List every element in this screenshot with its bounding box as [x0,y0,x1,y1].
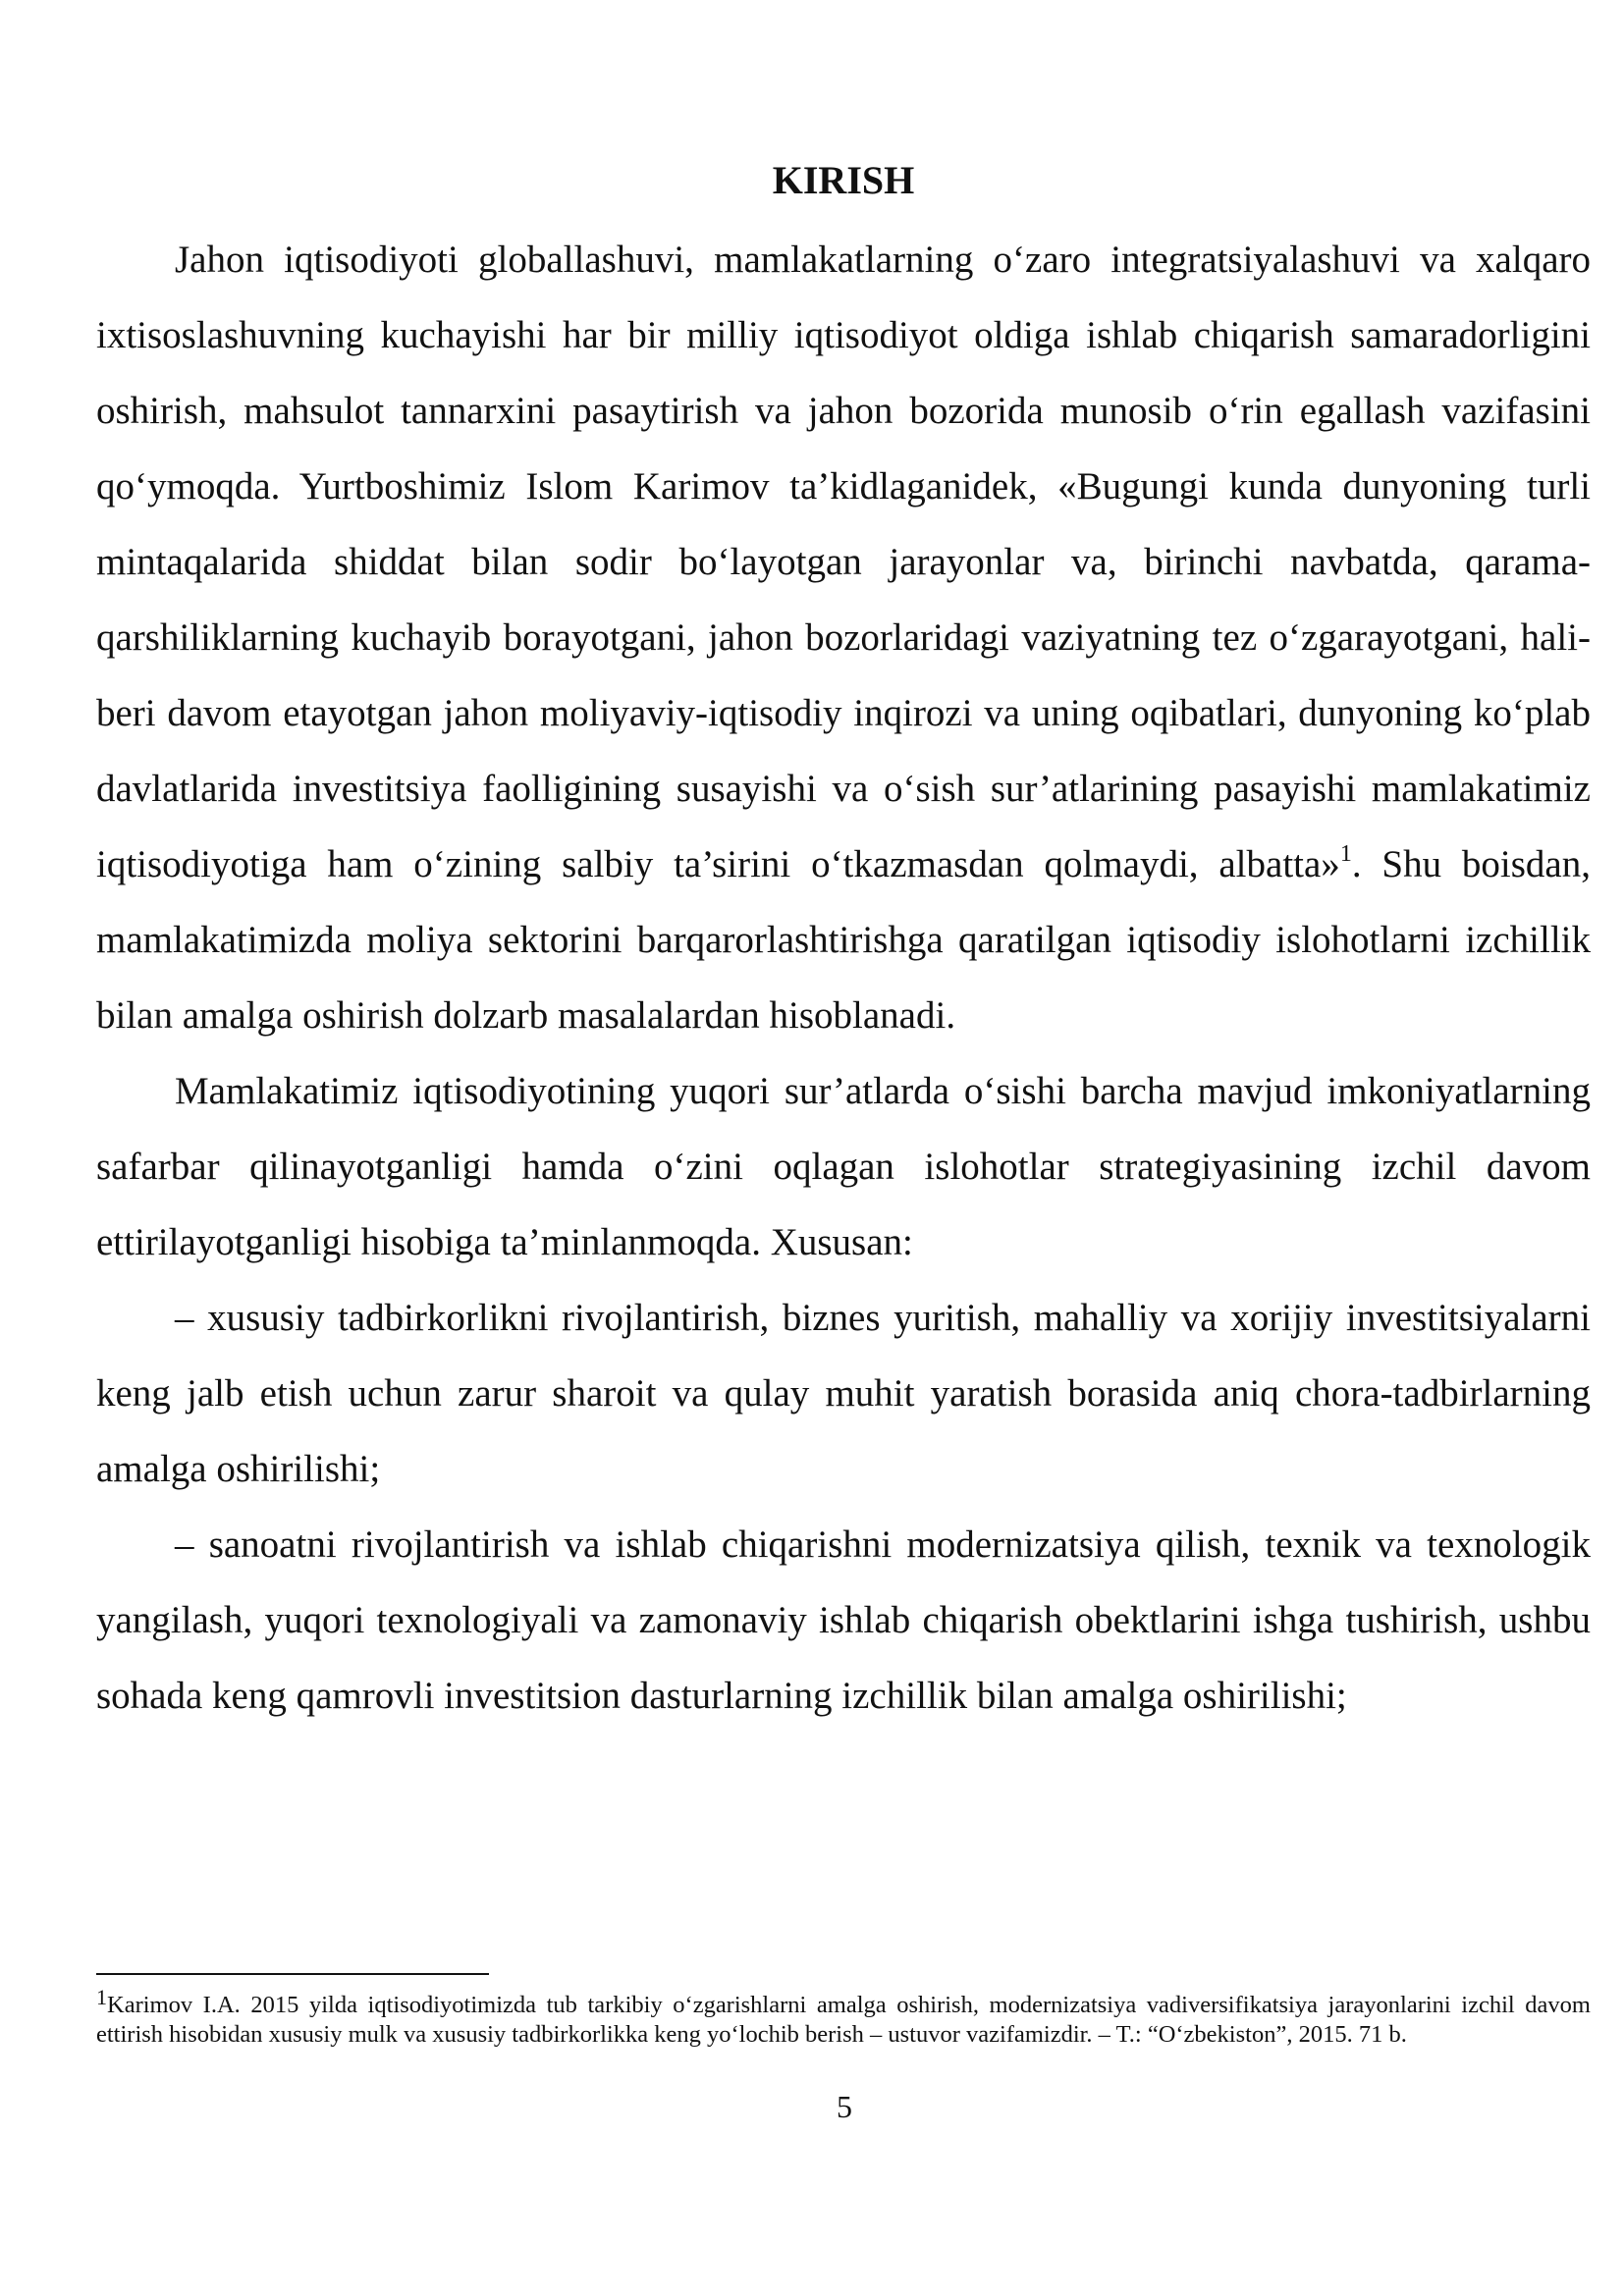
paragraph-intro-continuation: . Shu boisdan, mamlakatimizda moliya sektorini barqarorlashtirishga qaratilgan iqtisodiy islohotlarni izchillik bilan amalga oshirish dolzarb masalalardan hisoblanadi. [96,843,1591,1037]
page-number: 5 [837,2089,852,2124]
footnote-text: Karimov I.A. 2015 yilda iqtisodiyotimizda tub tarkibiy o‘zgarishlarni amalga oshirish, modernizatsiya vadiversifikatsiya jarayonlarini izchil davom ettirish hisobidan xususiy mulk va xususiy tadbirkorlikka keng yo‘lochib berish – ustuvor vazifamizdir. – T.: “O‘zbekiston”, 2015. 71 b. [96,1992,1591,2048]
list-item-entrepreneurship: – xususiy tadbirkorlikni rivojlantirish, biznes yuritish, mahalliy va xorijiy investitsiyalarni keng jalb etish uchun zarur sharoit va qulay muhit yaratish borasida aniq chora-tadbirlarning amalga oshirilishi; [96,1297,1591,1490]
footnote-divider [96,1973,489,1975]
footnote-reference[interactable]: 1 [1339,841,1352,867]
document-page [96,147,1591,1734]
paragraph-intro [96,222,1591,1053]
footnote [96,1985,1591,2050]
paragraph-growth: Mamlakatimiz iqtisodiyotining yuqori sur’atlarda o‘sishi barcha mavjud imkoniyatlarning safarbar qilinayotganligi hamda o‘zini oqlagan islohotlar strategiyasining izchil davom ettirilayotganligi hisobiga ta’minlanmoqda. Xususan: [96,1070,1591,1263]
footnote-marker: 1 [96,1985,107,2009]
section-heading: KIRISH [772,158,915,202]
paragraph-intro-text: Jahon iqtisodiyoti globallashuvi, mamlakatlarning o‘zaro integratsiyalashuvi va xalqaro ixtisoslashuvning kuchayishi har bir milliy iqtisodiyot oldiga ishlab chiqarish samaradorligini oshirish, mahsulot tannarxini pasaytirish va jahon bozorida munosib o‘rin egallash vazifasini qo‘ymoqda. Yurtboshimiz Islom Karimov ta’kidlaganidek, «Bugungi kunda dunyoning turli mintaqalarida shiddat bilan sodir bo‘layotgan jarayonlar va, birinchi navbatda, qarama-qarshiliklarning kuchayib borayotgani, jahon bozorlaridagi vaziyatning tez o‘zgarayotgani, hali-beri davom etayotgan jahon moliyaviy-iqtisodiy inqirozi va uning oqibatlari, dunyoning ko‘plab davlatlarida investitsiya faolligining susayishi va o‘sish sur’atlarining pasayishi mamlakatimiz iqtisodiyotiga ham o‘zining salbiy ta’sirini o‘tkazmasdan qolmaydi, albatta» [96,239,1591,885]
list-item-industry: – sanoatni rivojlantirish va ishlab chiqarishni modernizatsiya qilish, texnik va texnologik yangilash, yuqori texnologiyali va zamonaviy ishlab chiqarish obektlarini ishga tushirish, ushbu sohada keng qamrovli investitsion dasturlarning izchillik bilan amalga oshirilishi; [96,1523,1591,1717]
